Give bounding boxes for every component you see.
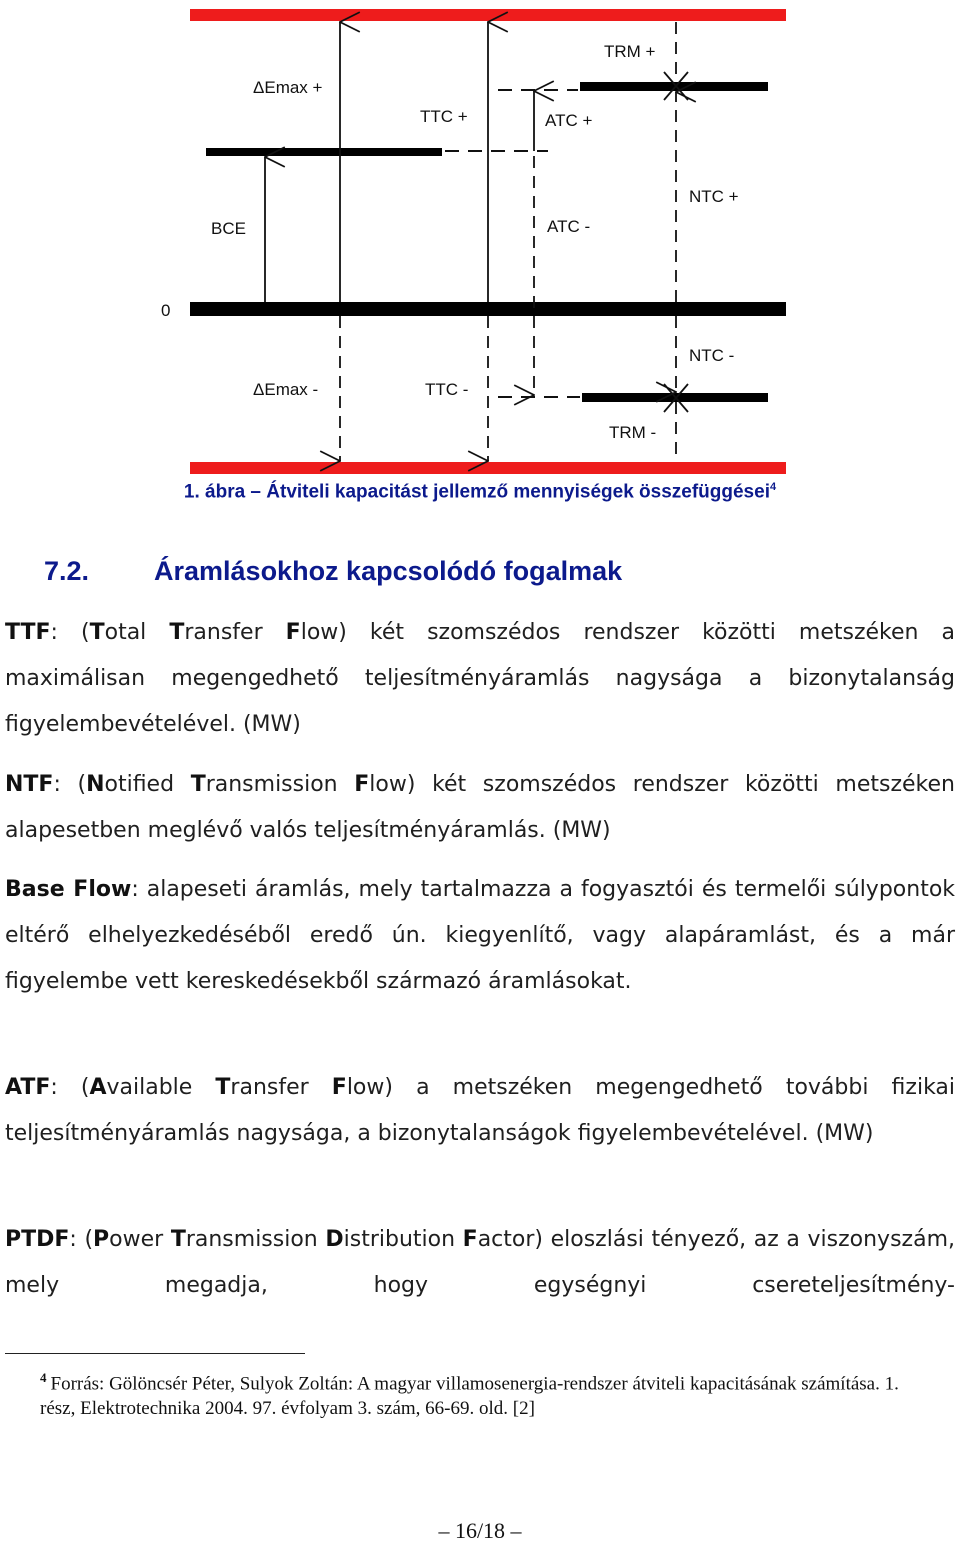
footnote-divider bbox=[5, 1353, 305, 1354]
abbr-letter: D bbox=[325, 1227, 344, 1252]
definition-atf: ATF: (Available Transfer Flow) a metszéken megengedhető további fizikai teljesítményáramlás nagysága, a bizonytalanságok figyelembevételével. (MW) bbox=[5, 1075, 956, 1146]
label-demax-minus: ΔEmax - bbox=[253, 380, 319, 399]
abbr-rest: low) bbox=[369, 772, 416, 797]
label-trm-plus: TRM + bbox=[604, 42, 656, 61]
abbr-rest: ransmission bbox=[205, 772, 355, 797]
definition-ntf: NTF: (Notified Transmission Flow) két szomszédos rendszer közötti metszéken alapesetben meglévő valós teljesítményáramlás. (MW) bbox=[5, 772, 955, 843]
abbr-rest: low) bbox=[346, 1075, 393, 1100]
lower-limit-bar bbox=[190, 462, 786, 474]
abbr-letter: P bbox=[93, 1227, 110, 1252]
caption-text: 1. ábra – Átviteli kapacitást jellemző mennyiségek összefüggései bbox=[183, 481, 770, 503]
label-atc-plus: ATC + bbox=[545, 111, 593, 130]
term-base-flow: Base Flow bbox=[5, 877, 132, 902]
section-heading bbox=[44, 556, 622, 587]
term-atf: ATF bbox=[5, 1075, 51, 1100]
term-ttf: TTF bbox=[5, 620, 51, 645]
label-demax-plus: ΔEmax + bbox=[253, 78, 323, 97]
section-number: 7.2. bbox=[44, 556, 90, 586]
label-ntc-plus: NTC + bbox=[689, 187, 739, 206]
definition-body: a metszéken megengedhető további fizikai teljesítményáramlás nagysága, a bizonytalanságok figyelembevételével. (MW) bbox=[5, 1075, 956, 1146]
abbr-rest: otal bbox=[104, 620, 170, 645]
abbr-letter: T bbox=[170, 1227, 186, 1252]
abbr-rest: ransfer bbox=[184, 620, 286, 645]
label-ttc-minus: TTC - bbox=[425, 380, 469, 399]
footnote-text: Forrás: Gölöncsér Péter, Sulyok Zoltán: A magyar villamosenergia-rendszer átviteli kapacitásának számítása. 1. rész, Elektrotechnika 2004. 97. évfolyam 3. szám, 66-69. old. [2] bbox=[40, 1373, 899, 1420]
abbr-rest: ower bbox=[109, 1227, 171, 1252]
label-trm-minus: TRM - bbox=[609, 423, 657, 442]
label-ttc-plus: TTC + bbox=[420, 107, 468, 126]
abbr-letter: N bbox=[86, 772, 105, 797]
upper-limit-bar bbox=[190, 9, 786, 21]
abbr-letter: F bbox=[462, 1227, 478, 1252]
figure-caption bbox=[0, 481, 960, 503]
abbr-letter: F bbox=[331, 1075, 347, 1100]
abbr-rest: otified bbox=[104, 772, 191, 797]
definition-ttf: TTF: (Total Transfer Flow) két szomszédos rendszer közötti metszéken a maximálisan megengedhető teljesítményáramlás nagysága a bizonytalanság figyelembevételével. (MW) bbox=[5, 620, 955, 737]
footnote-number: 4 bbox=[40, 1370, 47, 1385]
abbr-rest: ransfer bbox=[230, 1075, 332, 1100]
abbr-letter: T bbox=[89, 620, 105, 645]
definition-body: két szomszédos rendszer közötti metszéken alapesetben meglévő valós teljesítményáramlás. (MW) bbox=[5, 772, 955, 843]
capacity-diagram bbox=[0, 0, 960, 480]
abbr-letter: A bbox=[89, 1075, 107, 1100]
abbr-letter: F bbox=[285, 620, 301, 645]
label-ntc-minus: NTC - bbox=[689, 346, 735, 365]
term-ptdf: PTDF bbox=[5, 1227, 70, 1252]
abbr-letter: F bbox=[354, 772, 370, 797]
label-atc-minus: ATC - bbox=[547, 217, 591, 236]
bce-level-bar bbox=[206, 148, 442, 156]
abbr-rest: ransmission bbox=[185, 1227, 326, 1252]
label-zero: 0 bbox=[161, 301, 171, 320]
definition-body: eloszlási tényező, az a viszonyszám, mely megadja, hogy egységnyi csereteljesítmény- bbox=[5, 1227, 955, 1298]
page-number: – 16/18 – bbox=[438, 1518, 522, 1543]
abbr-letter: T bbox=[215, 1075, 231, 1100]
caption-footnote-ref: 4 bbox=[769, 481, 777, 493]
zero-line-bar bbox=[190, 302, 786, 316]
section-title: Áramlásokhoz kapcsolódó fogalmak bbox=[154, 556, 623, 586]
definition-ptdf: PTDF: (Power Transmission Distribution Factor) eloszlási tényező, az a viszonyszám, mely megadja, hogy egységnyi csereteljesítmény- bbox=[5, 1227, 955, 1298]
term-ntf: NTF bbox=[5, 772, 54, 797]
abbr-letter: T bbox=[190, 772, 206, 797]
abbr-rest: vailable bbox=[106, 1075, 216, 1100]
footnote bbox=[40, 1365, 900, 1421]
abbr-letter: T bbox=[169, 620, 185, 645]
definition-body: alapeseti áramlás, mely tartalmazza a fogyasztói és termelői súlypontok eltérő elhelyezkedéséből eredő ún. kiegyenlítő, vagy alapáramlást, és a már figyelembe vett kereskedésekből származó áramlásokat. bbox=[5, 877, 956, 994]
definition-body: két szomszédos rendszer közötti metszéken a maximálisan megengedhető teljesítményáramlás nagysága a bizonytalanság figyelembevételével. (MW) bbox=[5, 620, 955, 737]
definition-base-flow: Base Flow: alapeseti áramlás, mely tartalmazza a fogyasztói és termelői súlypontok eltérő elhelyezkedéséből eredő ún. kiegyenlítő, vagy alapáramlást, és a már figyelembe vett kereskedésekből származó áramlásokat. bbox=[5, 877, 956, 994]
abbr-rest: istribution bbox=[343, 1227, 463, 1252]
abbr-rest: actor) bbox=[477, 1227, 543, 1252]
abbr-rest: low) bbox=[300, 620, 347, 645]
label-bce: BCE bbox=[211, 219, 246, 238]
